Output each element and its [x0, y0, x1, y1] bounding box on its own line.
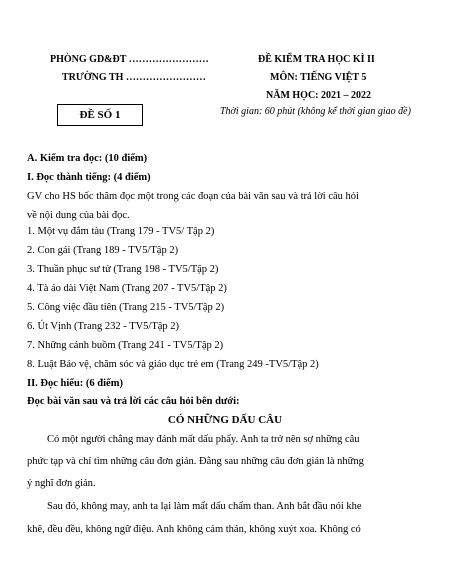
- story-line: ý nghĩ đơn giản.: [27, 478, 96, 489]
- story-line: Có một người chẳng may đánh mất dấu phẩy. Anh ta trở nên sợ những câu: [47, 434, 360, 445]
- reading-item: 7. Những cánh buồm (Trang 241 - TV5/Tập 2): [27, 340, 224, 351]
- story-line: phức tạp và chỉ tìm những câu đơn giản. Đằng sau những câu đơn giản là những: [27, 456, 364, 467]
- school-year-line: NĂM HỌC: 2021 – 2022: [266, 90, 371, 101]
- exam-code: ĐỀ SỐ 1: [79, 109, 121, 121]
- exam-title: ĐỀ KIỂM TRA HỌC KÌ II: [258, 54, 375, 65]
- instruction-line-1: GV cho HS bốc thăm đọc một trong các đoạn của bài văn sau và trả lời câu hỏi: [27, 191, 359, 202]
- story-title: CÓ NHỮNG DẤU CÂU: [167, 414, 283, 426]
- time-note: Thời gian: 60 phút (không kể thời gian giao đề): [220, 106, 411, 117]
- subject-line: MÔN: TIẾNG VIỆT 5: [270, 72, 367, 83]
- reading-item: 5. Công việc đầu tiên (Trang 215 - TV5/Tập 2): [27, 302, 225, 313]
- department-line: PHÒNG GD&ĐT ……………………: [50, 54, 209, 65]
- part2-instruction: Đọc bài văn sau và trả lời các câu hỏi bên dưới:: [27, 396, 240, 407]
- story-line: Sau đó, không may, anh ta lại làm mất dấu chấm than. Anh bắt đầu nói khe: [47, 501, 362, 512]
- reading-item: 4. Tà áo dài Việt Nam (Trang 207 - TV5/Tập 2): [27, 283, 227, 294]
- school-line: TRƯỜNG TH ……………………: [62, 72, 206, 83]
- exam-code-box: [57, 104, 143, 126]
- reading-item: 3. Thuần phục sư tử (Trang 198 - TV5/Tập 2): [27, 264, 219, 275]
- reading-list: [27, 226, 319, 378]
- part1-title: I. Đọc thành tiếng: (4 điểm): [27, 172, 151, 183]
- section-a-title: A. Kiểm tra đọc: (10 điểm): [27, 153, 148, 164]
- reading-item: 8. Luật Bảo vệ, chăm sóc và giáo dục trẻ em (Trang 249 -TV5/Tập 2): [27, 359, 319, 370]
- reading-item: 6. Út Vịnh (Trang 232 - TV5/Tập 2): [27, 321, 180, 332]
- reading-item: 2. Con gái (Trang 189 - TV5/Tập 2): [27, 245, 179, 256]
- part2-title: II. Đọc hiểu: (6 điểm): [27, 378, 123, 389]
- instruction-line-2: về nội dung của bài đọc.: [27, 210, 130, 221]
- story-line: khẽ, đều đều, không ngữ điệu. Anh không cảm thán, không xuýt xoa. Không có: [27, 524, 361, 535]
- reading-item: 1. Một vụ đắm tàu (Trang 179 - TV5/ Tập 2): [27, 226, 215, 237]
